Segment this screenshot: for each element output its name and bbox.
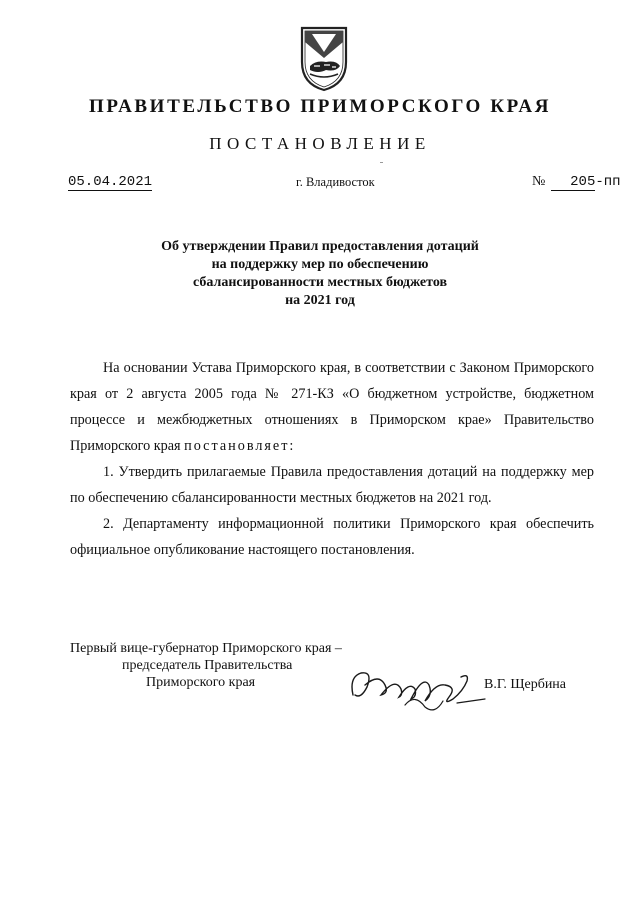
title-line-4: на 2021 год bbox=[285, 293, 355, 308]
item-2-paragraph: 2. Департаменту информационной политики Приморского края обеспечить официальное опубликование настоящего постановления. bbox=[70, 516, 594, 558]
number-suffix: -пп bbox=[595, 174, 621, 190]
title-line-3: сбалансированности местных бюджетов bbox=[192, 275, 448, 290]
signer-name: В.Г. Щербина bbox=[484, 677, 567, 692]
document-type: ПОСТАНОВЛЕНИЕ bbox=[209, 134, 431, 153]
document-date-value: 05.04.2021 bbox=[68, 174, 153, 190]
document-date bbox=[68, 174, 152, 190]
handwritten-signature bbox=[345, 655, 495, 715]
resolves-word: постановляет: bbox=[184, 438, 296, 454]
document-number bbox=[532, 174, 621, 191]
intro-text: На основании Устава Приморского края, в соответствии с Законом Приморского края от 2 августа 2005 года № 271-КЗ «О бюджетном устройстве, бюджетном процессе и межбюджетных отношениях в Приморском крае» Правительство Приморского края bbox=[70, 360, 594, 454]
government-name: ПРАВИТЕЛЬСТВО ПРИМОРСКОГО КРАЯ bbox=[88, 96, 552, 117]
position-line-2: председатель Правительства bbox=[122, 658, 293, 673]
document-city: г. Владивосток bbox=[296, 175, 375, 189]
scan-speck bbox=[380, 162, 383, 163]
signer-position bbox=[70, 640, 342, 691]
position-line-3: Приморского края bbox=[146, 675, 256, 690]
title-line-2: на поддержку мер по обеспечению bbox=[211, 257, 429, 272]
item-1-paragraph: 1. Утвердить прилагаемые Правила предоставления дотаций на поддержку мер по обеспечению сбалансированности местных бюджетов на 2021 год. bbox=[70, 464, 594, 506]
document-title bbox=[0, 238, 640, 310]
title-line-1: Об утверждении Правил предоставления дотаций bbox=[161, 239, 479, 254]
document-body bbox=[70, 355, 594, 563]
coat-of-arms-icon bbox=[296, 22, 352, 92]
number-sign: № bbox=[532, 174, 546, 189]
intro-paragraph bbox=[70, 355, 594, 459]
position-line-1: Первый вице-губернатор Приморского края – bbox=[70, 641, 342, 656]
number-value: 205 bbox=[551, 174, 595, 191]
